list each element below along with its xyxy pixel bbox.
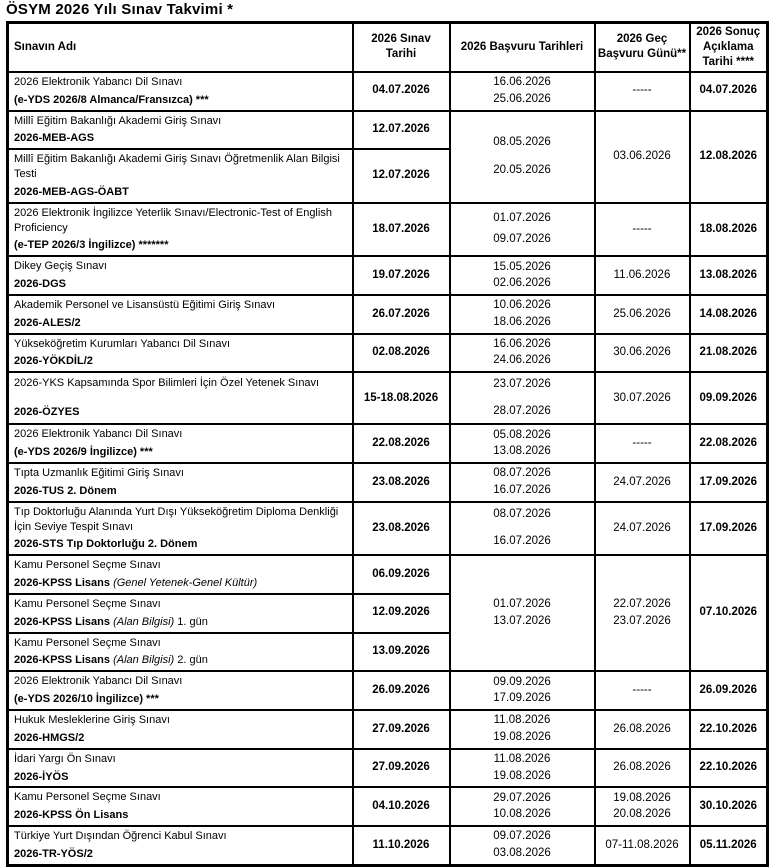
- result-date-cell: 22.08.2026: [690, 424, 768, 463]
- row-hmgs2: [8, 710, 768, 749]
- application-dates-cell: [450, 111, 595, 203]
- application-end-date: 28.07.2026: [493, 405, 551, 418]
- application-start-date: 10.06.2026: [493, 299, 551, 312]
- exam-name: Tıpta Uzmanlık Eğitimi Giriş Sınavı: [14, 467, 184, 479]
- row-ozyes: [8, 372, 768, 424]
- exam-name: Millî Eğitim Bakanlığı Akademi Giriş Sınavı Öğretmenlik Alan Bilgisi Testi: [14, 153, 340, 181]
- exam-name-cell: [8, 710, 353, 749]
- exam-name: İdari Yargı Ön Sınavı: [14, 752, 116, 765]
- result-date-cell: 22.10.2026: [690, 749, 768, 788]
- exam-name-cell: [8, 555, 353, 594]
- late-application-cell: 24.07.2026: [595, 463, 690, 502]
- application-dates-cell: [450, 295, 595, 334]
- exam-date-cell: 26.07.2026: [353, 295, 450, 334]
- late-application-cell: 30.07.2026: [595, 372, 690, 424]
- result-date-cell: 12.08.2026: [690, 111, 768, 203]
- exam-code: 2026-KPSS Lisans: [14, 654, 114, 667]
- row-kpss-lisans-gygk: [8, 555, 768, 594]
- exam-date-cell: 15-18.08.2026: [353, 372, 450, 424]
- exam-date-cell: 06.09.2026: [353, 555, 450, 594]
- application-end-date: 20.05.2026: [493, 163, 551, 176]
- exam-code: 2026-MEB-AGS: [14, 132, 95, 145]
- row-meb-ags: [8, 111, 768, 150]
- late-application-cell: 30.06.2026: [595, 334, 690, 373]
- application-dates-cell: [450, 72, 595, 111]
- application-start-date: 08.07.2026: [493, 467, 551, 480]
- exam-name-cell: [8, 424, 353, 463]
- column-header-application-dates: 2026 Başvuru Tarihleri: [450, 23, 595, 72]
- late-application-cell: 11.06.2026: [595, 256, 690, 295]
- exam-date-cell: 27.09.2026: [353, 749, 450, 788]
- row-sts: [8, 502, 768, 556]
- application-dates-cell: [450, 334, 595, 373]
- page-title: ÖSYM 2026 Yılı Sınav Takvimi *: [6, 1, 234, 18]
- application-start-date: 09.09.2026: [493, 675, 551, 688]
- application-start-date: 11.08.2026: [493, 714, 551, 727]
- column-header-exam-date: 2026 Sınav Tarihi: [353, 23, 450, 72]
- row-ales2: [8, 295, 768, 334]
- row-etep: [8, 203, 768, 257]
- result-date-cell: 09.09.2026: [690, 372, 768, 424]
- exam-code-suffix: 1. gün: [174, 615, 208, 628]
- exam-name-cell: [8, 594, 353, 633]
- application-end-date: 10.08.2026: [493, 808, 551, 821]
- exam-name-cell: [8, 671, 353, 710]
- row-kpss-onlisans: [8, 787, 768, 826]
- exam-date-cell: 22.08.2026: [353, 424, 450, 463]
- exam-code: 2026-KPSS Lisans: [14, 577, 114, 590]
- exam-code: 2026-ALES/2: [14, 316, 81, 329]
- result-date-cell: 18.08.2026: [690, 203, 768, 257]
- application-end-date: 16.07.2026: [493, 483, 551, 496]
- exam-name: Kamu Personel Seçme Sınavı: [14, 791, 161, 804]
- exam-code: 2026-ÖZYES: [14, 406, 80, 419]
- column-header-exam-name: Sınavın Adı: [8, 23, 353, 72]
- result-date-cell: 26.09.2026: [690, 671, 768, 710]
- exam-code: (e-TEP 2026/3 İngilizce) *******: [14, 239, 169, 252]
- late-application-cell: 26.08.2026: [595, 749, 690, 788]
- late-application-date-2: 23.07.2026: [613, 614, 671, 627]
- result-date-cell: 30.10.2026: [690, 787, 768, 826]
- column-header-result-date: 2026 Sonuç Açıklama Tarihi ****: [690, 23, 768, 72]
- result-date-cell: 14.08.2026: [690, 295, 768, 334]
- exam-name: Türkiye Yurt Dışından Öğrenci Kabul Sınavı: [14, 830, 227, 843]
- exam-name-cell: [8, 111, 353, 150]
- late-application-cell: -----: [595, 72, 690, 111]
- application-start-date: 01.07.2026: [493, 211, 551, 224]
- application-dates-cell: [450, 555, 595, 671]
- result-date-cell: 07.10.2026: [690, 555, 768, 671]
- application-dates-cell: [450, 671, 595, 710]
- exam-name-cell: [8, 295, 353, 334]
- exam-name-cell: [8, 826, 353, 865]
- row-iyos: [8, 749, 768, 788]
- result-date-cell: 13.08.2026: [690, 256, 768, 295]
- row-eyds-10: [8, 671, 768, 710]
- late-application-cell: -----: [595, 424, 690, 463]
- exam-date-cell: 18.07.2026: [353, 203, 450, 257]
- exam-name: Millî Eğitim Bakanlığı Akademi Giriş Sınavı: [14, 114, 222, 127]
- application-dates-cell: [450, 203, 595, 257]
- exam-code: 2026-KPSS Ön Lisans: [14, 809, 129, 822]
- exam-code-detail: (Alan Bilgisi): [113, 654, 175, 667]
- exam-name-cell: [8, 256, 353, 295]
- exam-name: 2026 Elektronik Yabancı Dil Sınavı: [14, 428, 183, 441]
- exam-code: 2026-STS Tıp Doktorluğu 2. Dönem: [14, 538, 198, 551]
- exam-date-cell: 12.07.2026: [353, 149, 450, 203]
- row-tryos2: [8, 826, 768, 865]
- late-application-date-2: 20.08.2026: [613, 808, 671, 821]
- result-date-cell: 17.09.2026: [690, 502, 768, 556]
- exam-code-detail: (Alan Bilgisi): [113, 615, 175, 628]
- application-dates-cell: [450, 424, 595, 463]
- exam-code: 2026-DGS: [14, 278, 66, 291]
- exam-calendar-table: [6, 21, 769, 867]
- exam-name: Yükseköğretim Kurumları Yabancı Dil Sınavı: [14, 337, 231, 350]
- exam-date-cell: 19.07.2026: [353, 256, 450, 295]
- exam-date-cell: 11.10.2026: [353, 826, 450, 865]
- exam-name: 2026 Elektronik Yabancı Dil Sınavı: [14, 75, 183, 88]
- exam-name: Kamu Personel Seçme Sınavı: [14, 559, 161, 572]
- exam-code: 2026-HMGS/2: [14, 731, 85, 744]
- application-end-date: 03.08.2026: [493, 846, 551, 859]
- application-end-date: 24.06.2026: [493, 354, 551, 367]
- exam-name-cell: [8, 633, 353, 672]
- exam-code: 2026-TR-YÖS/2: [14, 847, 93, 860]
- exam-date-cell: 02.08.2026: [353, 334, 450, 373]
- application-start-date: 11.08.2026: [493, 752, 551, 765]
- exam-name-cell: [8, 149, 353, 203]
- application-start-date: 23.07.2026: [493, 377, 551, 390]
- application-start-date: 15.05.2026: [493, 260, 551, 273]
- late-application-cell: 07-11.08.2026: [595, 826, 690, 865]
- application-start-date: 08.07.2026: [493, 507, 551, 520]
- exam-name: Kamu Personel Seçme Sınavı: [14, 636, 161, 649]
- result-date-cell: 05.11.2026: [690, 826, 768, 865]
- application-end-date: 16.07.2026: [493, 535, 551, 548]
- exam-name-cell: [8, 787, 353, 826]
- result-date-cell: 21.08.2026: [690, 334, 768, 373]
- exam-name: 2026 Elektronik İngilizce Yeterlik Sınavı/Electronic-Test of English Proficiency: [14, 206, 332, 234]
- application-end-date: 09.07.2026: [493, 233, 551, 246]
- exam-name: Tıp Doktorluğu Alanında Yurt Dışı Yükseköğretim Diploma Denkliği İçin Seviye Tespit Sınavı: [14, 505, 339, 533]
- application-dates-cell: [450, 826, 595, 865]
- application-end-date: 25.06.2026: [493, 92, 551, 105]
- result-date-cell: 22.10.2026: [690, 710, 768, 749]
- exam-date-cell: 12.07.2026: [353, 111, 450, 150]
- exam-date-cell: 26.09.2026: [353, 671, 450, 710]
- application-end-date: 19.08.2026: [493, 769, 551, 782]
- exam-name: 2026-YKS Kapsamında Spor Bilimleri İçin Özel Yetenek Sınavı: [14, 377, 320, 390]
- exam-code: 2026-YÖKDİL/2: [14, 355, 93, 368]
- late-application-cell: 03.06.2026: [595, 111, 690, 203]
- application-dates-cell: [450, 710, 595, 749]
- late-application-date-1: 19.08.2026: [613, 791, 671, 804]
- late-application-cell: -----: [595, 203, 690, 257]
- application-end-date: 13.07.2026: [493, 614, 551, 627]
- exam-code-suffix: 2. gün: [174, 654, 208, 667]
- exam-code: 2026-İYÖS: [14, 770, 69, 783]
- application-start-date: 08.05.2026: [493, 136, 551, 149]
- exam-name-cell: [8, 72, 353, 111]
- exam-name-cell: [8, 463, 353, 502]
- row-tus: [8, 463, 768, 502]
- late-application-cell: [595, 555, 690, 671]
- exam-name: Dikey Geçiş Sınavı: [14, 260, 107, 273]
- application-start-date: 01.07.2026: [493, 598, 551, 611]
- application-dates-cell: [450, 787, 595, 826]
- application-end-date: 13.08.2026: [493, 445, 551, 458]
- application-dates-cell: [450, 256, 595, 295]
- exam-code-detail: (Genel Yetenek-Genel Kültür): [113, 577, 258, 590]
- late-application-cell: 26.08.2026: [595, 710, 690, 749]
- exam-code: 2026-KPSS Lisans: [14, 615, 114, 628]
- exam-date-cell: 23.08.2026: [353, 502, 450, 556]
- row-eyds-8: [8, 72, 768, 111]
- exam-code: (e-YDS 2026/10 İngilizce) ***: [14, 693, 159, 706]
- column-header-late-application: 2026 Geç Başvuru Günü**: [595, 23, 690, 72]
- exam-date-cell: 12.09.2026: [353, 594, 450, 633]
- exam-name-cell: [8, 334, 353, 373]
- result-date-cell: 04.07.2026: [690, 72, 768, 111]
- exam-name-cell: [8, 749, 353, 788]
- exam-code: (e-YDS 2026/9 İngilizce) ***: [14, 446, 153, 459]
- exam-code: 2026-MEB-AGS-ÖABT: [14, 185, 129, 198]
- late-application-cell: 24.07.2026: [595, 502, 690, 556]
- row-eyds-9: [8, 424, 768, 463]
- late-application-cell: 25.06.2026: [595, 295, 690, 334]
- application-start-date: 09.07.2026: [493, 830, 551, 843]
- application-start-date: 16.06.2026: [493, 76, 551, 89]
- exam-name: Kamu Personel Seçme Sınavı: [14, 597, 161, 610]
- exam-date-cell: 04.07.2026: [353, 72, 450, 111]
- row-yokdil2: [8, 334, 768, 373]
- result-date-cell: 17.09.2026: [690, 463, 768, 502]
- application-end-date: 19.08.2026: [493, 730, 551, 743]
- application-dates-cell: [450, 502, 595, 556]
- exam-date-cell: 13.09.2026: [353, 633, 450, 672]
- exam-code: 2026-TUS 2. Dönem: [14, 484, 117, 497]
- application-dates-cell: [450, 463, 595, 502]
- exam-name-cell: [8, 203, 353, 257]
- exam-name: Akademik Personel ve Lisansüstü Eğitimi Giriş Sınavı: [14, 298, 276, 311]
- exam-name-cell: [8, 372, 353, 424]
- exam-name: 2026 Elektronik Yabancı Dil Sınavı: [14, 675, 183, 688]
- exam-date-cell: 23.08.2026: [353, 463, 450, 502]
- application-dates-cell: [450, 372, 595, 424]
- application-end-date: 02.06.2026: [493, 277, 551, 290]
- header-row: [8, 23, 768, 72]
- application-dates-cell: [450, 749, 595, 788]
- exam-name-cell: [8, 502, 353, 556]
- late-application-cell: [595, 787, 690, 826]
- exam-name: Hukuk Mesleklerine Giriş Sınavı: [14, 713, 170, 726]
- late-application-cell: -----: [595, 671, 690, 710]
- exam-date-cell: 27.09.2026: [353, 710, 450, 749]
- row-dgs: [8, 256, 768, 295]
- application-end-date: 18.06.2026: [493, 315, 551, 328]
- application-start-date: 29.07.2026: [493, 791, 551, 804]
- application-start-date: 05.08.2026: [493, 428, 551, 441]
- exam-code: (e-YDS 2026/8 Almanca/Fransızca) ***: [14, 93, 209, 106]
- application-end-date: 17.09.2026: [493, 692, 551, 705]
- late-application-date-1: 22.07.2026: [613, 598, 671, 611]
- application-start-date: 16.06.2026: [493, 337, 551, 350]
- exam-date-cell: 04.10.2026: [353, 787, 450, 826]
